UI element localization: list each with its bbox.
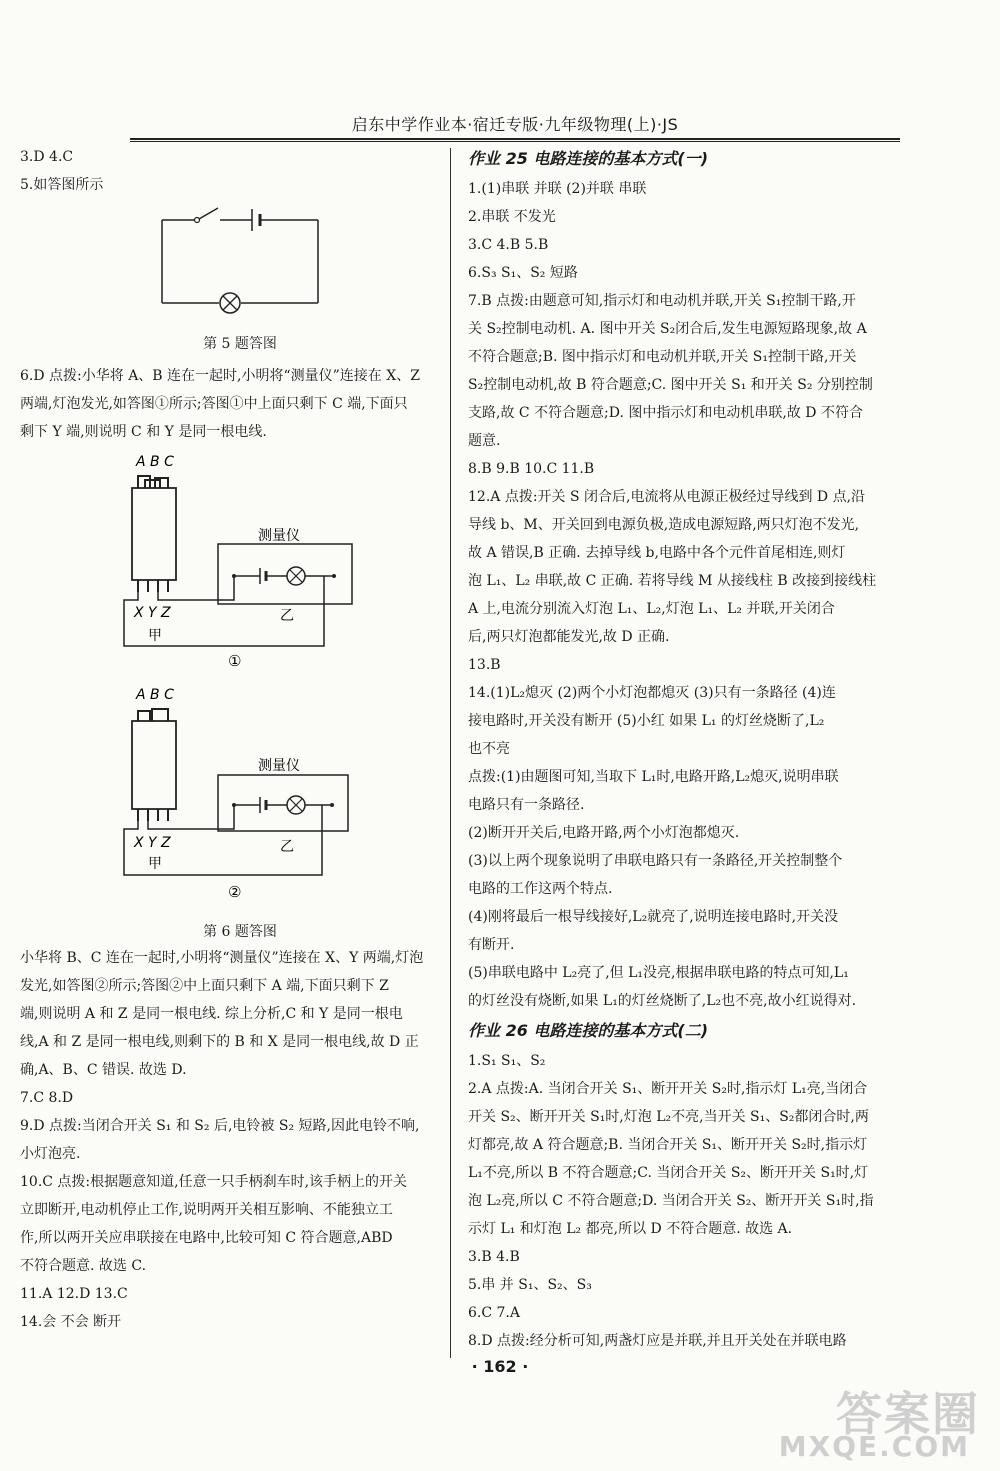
answer-line: 14.(1)L₂熄灭 (2)两个小灯泡都熄灭 (3)只有一条路径 (4)连	[468, 685, 836, 701]
fig6-top-labels: A B C	[136, 454, 174, 470]
watermark-url: MXQE.COM	[778, 1430, 970, 1463]
answer-line: 线,A 和 Z 是同一根电线,则剩下的 B 和 X 是同一根电线,故 D 正	[20, 1034, 419, 1050]
answer-line: 7.C 8.D	[20, 1090, 74, 1106]
answer-line: 6.D 点拨:小华将 A、B 连在一起时,小明将“测量仪”连接在 X、Z	[20, 368, 420, 384]
answer-line: 有断开.	[468, 937, 515, 953]
answer-line: 8.D 点拨:经分析可知,两盏灯应是并联,并且开关处在并联电路	[468, 1333, 847, 1349]
answer-line: 13.B	[468, 657, 501, 673]
q6-text	[20, 362, 445, 446]
answer-line: 2.A 点拨:A. 当闭合开关 S₁、断开开关 S₂时,指示灯 L₁亮,当闭合	[468, 1081, 868, 1097]
header-rule	[130, 138, 900, 140]
fig5-caption: 第 5 题答图	[203, 336, 277, 352]
answer-line: S₂控制电动机,故 B 符合题意;C. 图中开关 S₁ 和开关 S₂ 分别控制	[468, 377, 873, 393]
answer-line: 故 A 错误,B 正确. 去掉导线 b,电路中各个元件首尾相连,则灯	[468, 545, 846, 561]
answer-line: (5)串联电路中 L₂亮了,但 L₁没亮,根据串联电路的特点可知,L₁	[468, 965, 849, 981]
left-column	[20, 143, 440, 199]
answer-line: 剩下 Y 端,则说明 C 和 Y 是同一根电线.	[20, 424, 267, 440]
answer-line: 关 S₂控制电动机. A. 图中开关 S₂闭合后,发生电源短路现象,故 A	[468, 321, 867, 337]
answer-line: 8.B 9.B 10.C 11.B	[468, 461, 595, 477]
fig6-bottom-labels: X Y Z	[134, 605, 171, 621]
header-rule-thin	[130, 141, 900, 142]
answer-line: 1.(1)串联 并联 (2)并联 串联	[468, 181, 647, 197]
answer-line: 3.D 4.C	[20, 149, 74, 165]
fig6-mark-1: ①	[228, 652, 242, 670]
answer-line: 7.B 点拨:由题意可知,指示灯和电动机并联,开关 S₁控制干路,开	[468, 293, 856, 309]
answer-line: 端,则说明 A 和 Z 是同一根电线. 综上分析,C 和 Y 是同一根电	[20, 1006, 403, 1022]
answer-line: 9.D 点拨:当闭合开关 S₁ 和 S₂ 后,电铃被 S₂ 短路,因此电铃不响,	[20, 1118, 420, 1134]
left-column-bottom	[20, 944, 445, 1336]
answer-line: (4)刚将最后一根导线接好,L₂就亮了,说明连接电路时,开关没	[468, 909, 839, 925]
answer-line: 不符合题意. 故选 C.	[20, 1258, 147, 1274]
answer-line: L₁不亮,所以 B 不符合题意;C. 当闭合开关 S₂、断开开关 S₁时,灯	[468, 1165, 869, 1181]
answer-line: 确,A、B、C 错误. 故选 D.	[20, 1062, 187, 1078]
answer-line: (2)断开开关后,电路开路,两个小灯泡都熄灭.	[468, 825, 740, 841]
fig5-circuit-diagram	[150, 200, 330, 320]
fig6-caption: 第 6 题答图	[203, 924, 277, 940]
answer-line: 6.C 7.A	[468, 1305, 520, 1321]
answer-line: 也不亮	[468, 741, 510, 757]
answer-line: 5.如答图所示	[20, 177, 104, 193]
answer-line: 10.C 点拨:根据题意知道,任意一只手柄刹车时,该手柄上的开关	[20, 1174, 408, 1190]
answer-line: 点拨:(1)由题图可知,当取下 L₁时,电路开路,L₂熄灭,说明串联	[468, 769, 839, 785]
fig6-top-labels: A B C	[136, 687, 174, 703]
answer-line: 灯都亮,故 A 符合题意;B. 当闭合开关 S₁、断开开关 S₂时,指示灯	[468, 1137, 868, 1153]
answer-line: 的灯丝没有烧断,如果 L₁的灯丝烧断了,L₂也不亮,故小红说得对.	[468, 993, 857, 1009]
answer-line: 14.会 不会 断开	[20, 1314, 122, 1330]
answer-line: (3)以上两个现象说明了串联电路只有一条路径,开关控制整个	[468, 853, 843, 869]
right-column	[468, 143, 896, 1355]
fig6-jia-label: 甲	[148, 856, 162, 872]
answer-line: 泡 L₁、L₂ 串联,故 C 正确. 若将导线 M 从接线柱 B 改接到接线柱	[468, 573, 877, 589]
page-header: 启东中学作业本·宿迁专版·九年级物理(上)·JS	[351, 115, 679, 134]
answer-line: 电路只有一条路径.	[468, 797, 585, 813]
answer-line: 电路的工作这两个特点.	[468, 881, 613, 897]
answer-line: 不符合题意;B. 图中指示灯和电动机并联,开关 S₁控制干路,开关	[468, 349, 857, 365]
answer-line: 两端,灯泡发光,如答图①所示;答图①中上面只剩下 C 端,下面只	[20, 396, 408, 412]
fig6-diagram-1	[110, 450, 370, 700]
fig6-meter-label: 测量仪	[258, 528, 300, 544]
fig6-diagram-2	[110, 685, 370, 910]
answer-line: 示灯 L₁ 和灯泡 L₂ 都亮,所以 D 不符合题意. 故选 A.	[468, 1221, 793, 1237]
fig6-yi-label: 乙	[280, 839, 294, 855]
fig6-jia-label: 甲	[148, 628, 162, 644]
answer-line: 5.串 并 S₁、S₂、S₃	[468, 1277, 592, 1293]
answer-line: 立即断开,电动机停止工作,说明两开关相互影响、不能独立工	[20, 1202, 393, 1218]
answer-line: 3.B 4.B	[468, 1249, 520, 1265]
answer-line: 作,所以两开关应串联接在电路中,比较可知 C 符合题意,ABD	[20, 1230, 393, 1246]
answer-line: 泡 L₂亮,所以 C 不符合题意;D. 当闭合开关 S₂、断开开关 S₁时,指	[468, 1193, 874, 1209]
answer-line: 后,两只灯泡都能发光,故 D 正确.	[468, 629, 670, 645]
section-title-26: 作业 26 电路连接的基本方式(二)	[468, 1021, 709, 1040]
fig6-bottom-labels: X Y Z	[134, 835, 171, 851]
answer-line: 题意.	[468, 433, 501, 449]
answer-line: A 上,电流分别流入灯泡 L₁、L₂,灯泡 L₁、L₂ 并联,开关闭合	[468, 601, 835, 617]
page-number: · 162 ·	[471, 1357, 529, 1376]
fig6-mark-2: ②	[228, 883, 242, 901]
section-title-25: 作业 25 电路连接的基本方式(一)	[468, 149, 709, 168]
answer-line: 12.A 点拨:开关 S 闭合后,电流将从电源正极经过导线到 D 点,沿	[468, 489, 866, 505]
column-divider	[450, 148, 451, 1358]
answer-line: 发光,如答图②所示;答图②中上面只剩下 A 端,下面只剩下 Z	[20, 978, 389, 994]
fig6-meter-label: 测量仪	[258, 758, 300, 774]
answer-line: 接电路时,开关没有断开 (5)小红 如果 L₁ 的灯丝烧断了,L₂	[468, 713, 825, 729]
answer-line: 开关 S₂、断开开关 S₁时,灯泡 L₂不亮,当开关 S₁、S₂都闭合时,两	[468, 1109, 869, 1125]
answer-line: 3.C 4.B 5.B	[468, 237, 549, 253]
answer-line: 6.S₃ S₁、S₂ 短路	[468, 265, 578, 281]
answer-line: 小灯泡亮.	[20, 1146, 81, 1162]
answer-line: 1.S₁ S₁、S₂	[468, 1053, 546, 1069]
answer-line: 支路,故 C 不符合题意;D. 图中指示灯和电动机串联,故 D 不符合	[468, 405, 863, 421]
answer-line: 2.串联 不发光	[468, 209, 556, 225]
answer-line: 导线 b、M、开关回到电源负极,造成电源短路,两只灯泡不发光,	[468, 517, 860, 533]
fig6-yi-label: 乙	[280, 608, 294, 624]
answer-line: 小华将 B、C 连在一起时,小明将“测量仪”连接在 X、Y 两端,灯泡	[20, 950, 424, 966]
watermark-logo: 答案圈	[836, 1387, 980, 1441]
answer-line: 11.A 12.D 13.C	[20, 1286, 128, 1302]
